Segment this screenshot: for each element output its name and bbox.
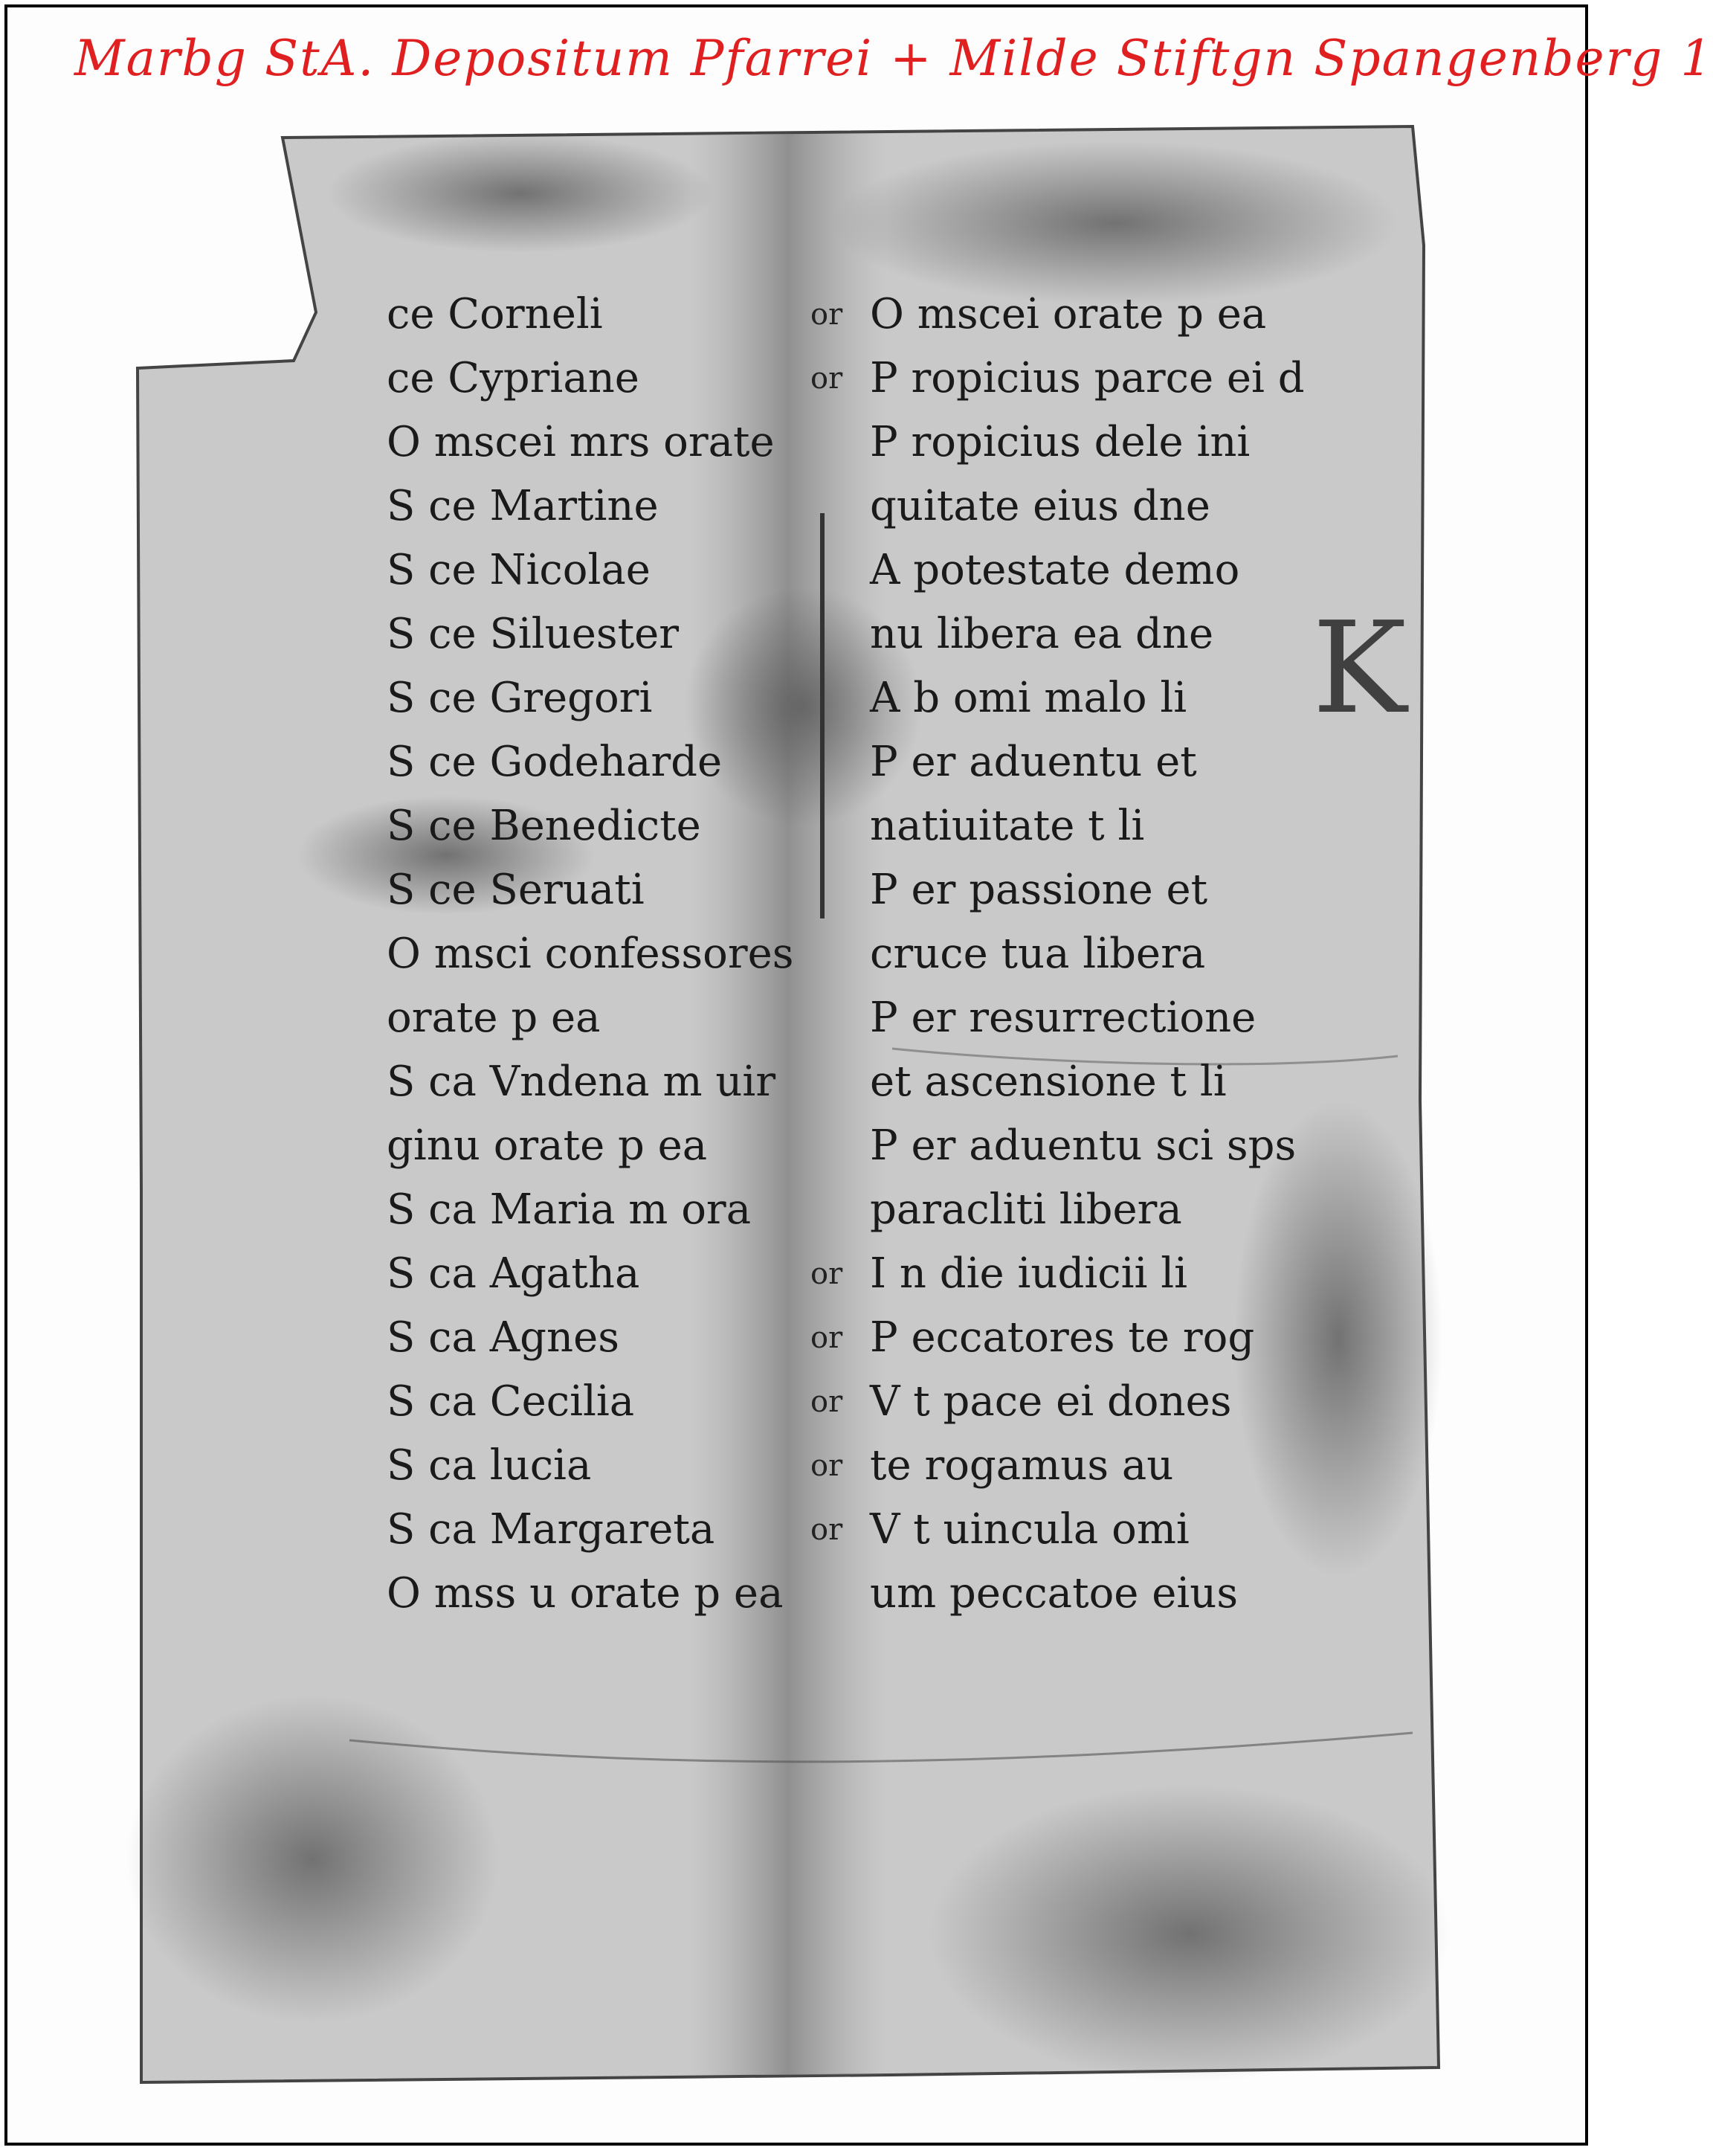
litany-line-text: P eccatores te rog <box>870 1313 1255 1362</box>
litany-line <box>810 1498 1331 1562</box>
litany-line <box>870 986 1331 1050</box>
litany-line-text: P er passione et <box>870 866 1208 914</box>
litany-line: ce Cypriane <box>387 354 639 402</box>
litany-line <box>870 730 1331 794</box>
litany-line-text: um peccatoe eius <box>870 1569 1239 1618</box>
response-marker: or <box>810 1449 843 1483</box>
margin-initial-letter: K <box>1312 595 1407 742</box>
archive-shelfmark-note: Marbg StA. Depositum Pfarrei + Milde Stiftgn Spangenberg 1 <box>74 30 1713 87</box>
litany-line: S ce Siluester <box>387 610 680 658</box>
litany-line: ce Corneli <box>387 290 603 338</box>
litany-line <box>810 1242 1331 1306</box>
litany-line: S ca Cecilia <box>387 1377 635 1426</box>
litany-line-text: et ascensione t li <box>870 1058 1227 1106</box>
litany-line <box>870 922 1331 986</box>
litany-line <box>870 411 1331 474</box>
litany-line-text: P er aduentu et <box>870 738 1197 786</box>
litany-line: S ce Godeharde <box>387 738 723 786</box>
litany-line-text: P er aduentu sci sps <box>870 1122 1297 1170</box>
litany-line: S ce Nicolae <box>387 546 651 594</box>
litany-line: S ca Vndena m uir <box>387 1058 776 1106</box>
litany-line-text: natiuitate t li <box>870 802 1145 850</box>
litany-line: ginu orate p ea <box>387 1122 708 1170</box>
litany-line <box>870 794 1331 858</box>
litany-line: S ce Seruati <box>387 866 645 914</box>
litany-right-column <box>810 283 1331 1626</box>
water-stain <box>929 1785 1450 2082</box>
litany-line: O mss u orate p ea <box>387 1569 784 1618</box>
litany-line-text: O mscei orate p ea <box>870 290 1267 338</box>
litany-line-text: nu libera ea dne <box>870 610 1214 658</box>
litany-line-text: te rogamus au <box>870 1441 1174 1490</box>
litany-line: S ca Agatha <box>387 1249 640 1298</box>
response-marker: or <box>810 361 843 396</box>
litany-line <box>810 1370 1331 1434</box>
litany-line <box>810 1306 1331 1370</box>
litany-line <box>870 474 1331 538</box>
response-marker: or <box>810 1513 843 1547</box>
litany-line <box>870 538 1331 602</box>
litany-line <box>810 283 1331 347</box>
litany-line-text: quitate eius dne <box>870 482 1210 530</box>
water-stain <box>126 1696 498 2023</box>
litany-line-text: A b omi malo li <box>870 674 1187 722</box>
litany-line: S ce Gregori <box>387 674 653 722</box>
litany-line: S ce Benedicte <box>387 802 701 850</box>
litany-line <box>870 1050 1331 1114</box>
response-marker: or <box>810 297 843 332</box>
litany-line <box>810 1434 1331 1498</box>
litany-left-column <box>387 283 833 1626</box>
litany-line: S ca lucia <box>387 1441 592 1490</box>
litany-line-text: paracliti libera <box>870 1185 1182 1234</box>
litany-line: S ca Margareta <box>387 1505 715 1554</box>
litany-line <box>870 1114 1331 1178</box>
litany-line: O msci confessores <box>387 930 794 978</box>
litany-line: O mscei mrs orate <box>387 418 775 466</box>
water-stain <box>327 134 714 253</box>
response-marker: or <box>810 1385 843 1419</box>
litany-line-text: cruce tua libera <box>870 930 1206 978</box>
litany-line-text: P ropicius parce ei d <box>870 354 1305 402</box>
response-marker: or <box>810 1257 843 1291</box>
litany-line-text: P er resurrectione <box>870 994 1256 1042</box>
litany-line-text: I n die iudicii li <box>870 1249 1188 1298</box>
water-stain <box>833 141 1398 305</box>
litany-line-text: V t uincula omi <box>870 1505 1190 1554</box>
litany-line <box>870 1178 1331 1242</box>
litany-line-text: P ropicius dele ini <box>870 418 1251 466</box>
litany-line <box>870 666 1331 730</box>
litany-line <box>810 347 1331 411</box>
litany-line: S ca Maria m ora <box>387 1185 752 1234</box>
litany-line: S ce Martine <box>387 482 659 530</box>
litany-line <box>870 1562 1331 1626</box>
litany-line <box>870 602 1331 666</box>
litany-line <box>870 858 1331 922</box>
litany-line: S ca Agnes <box>387 1313 619 1362</box>
litany-line-text: A potestate demo <box>870 546 1240 594</box>
response-marker: or <box>810 1321 843 1355</box>
litany-line-text: V t pace ei dones <box>870 1377 1232 1426</box>
litany-line: orate p ea <box>387 994 601 1042</box>
